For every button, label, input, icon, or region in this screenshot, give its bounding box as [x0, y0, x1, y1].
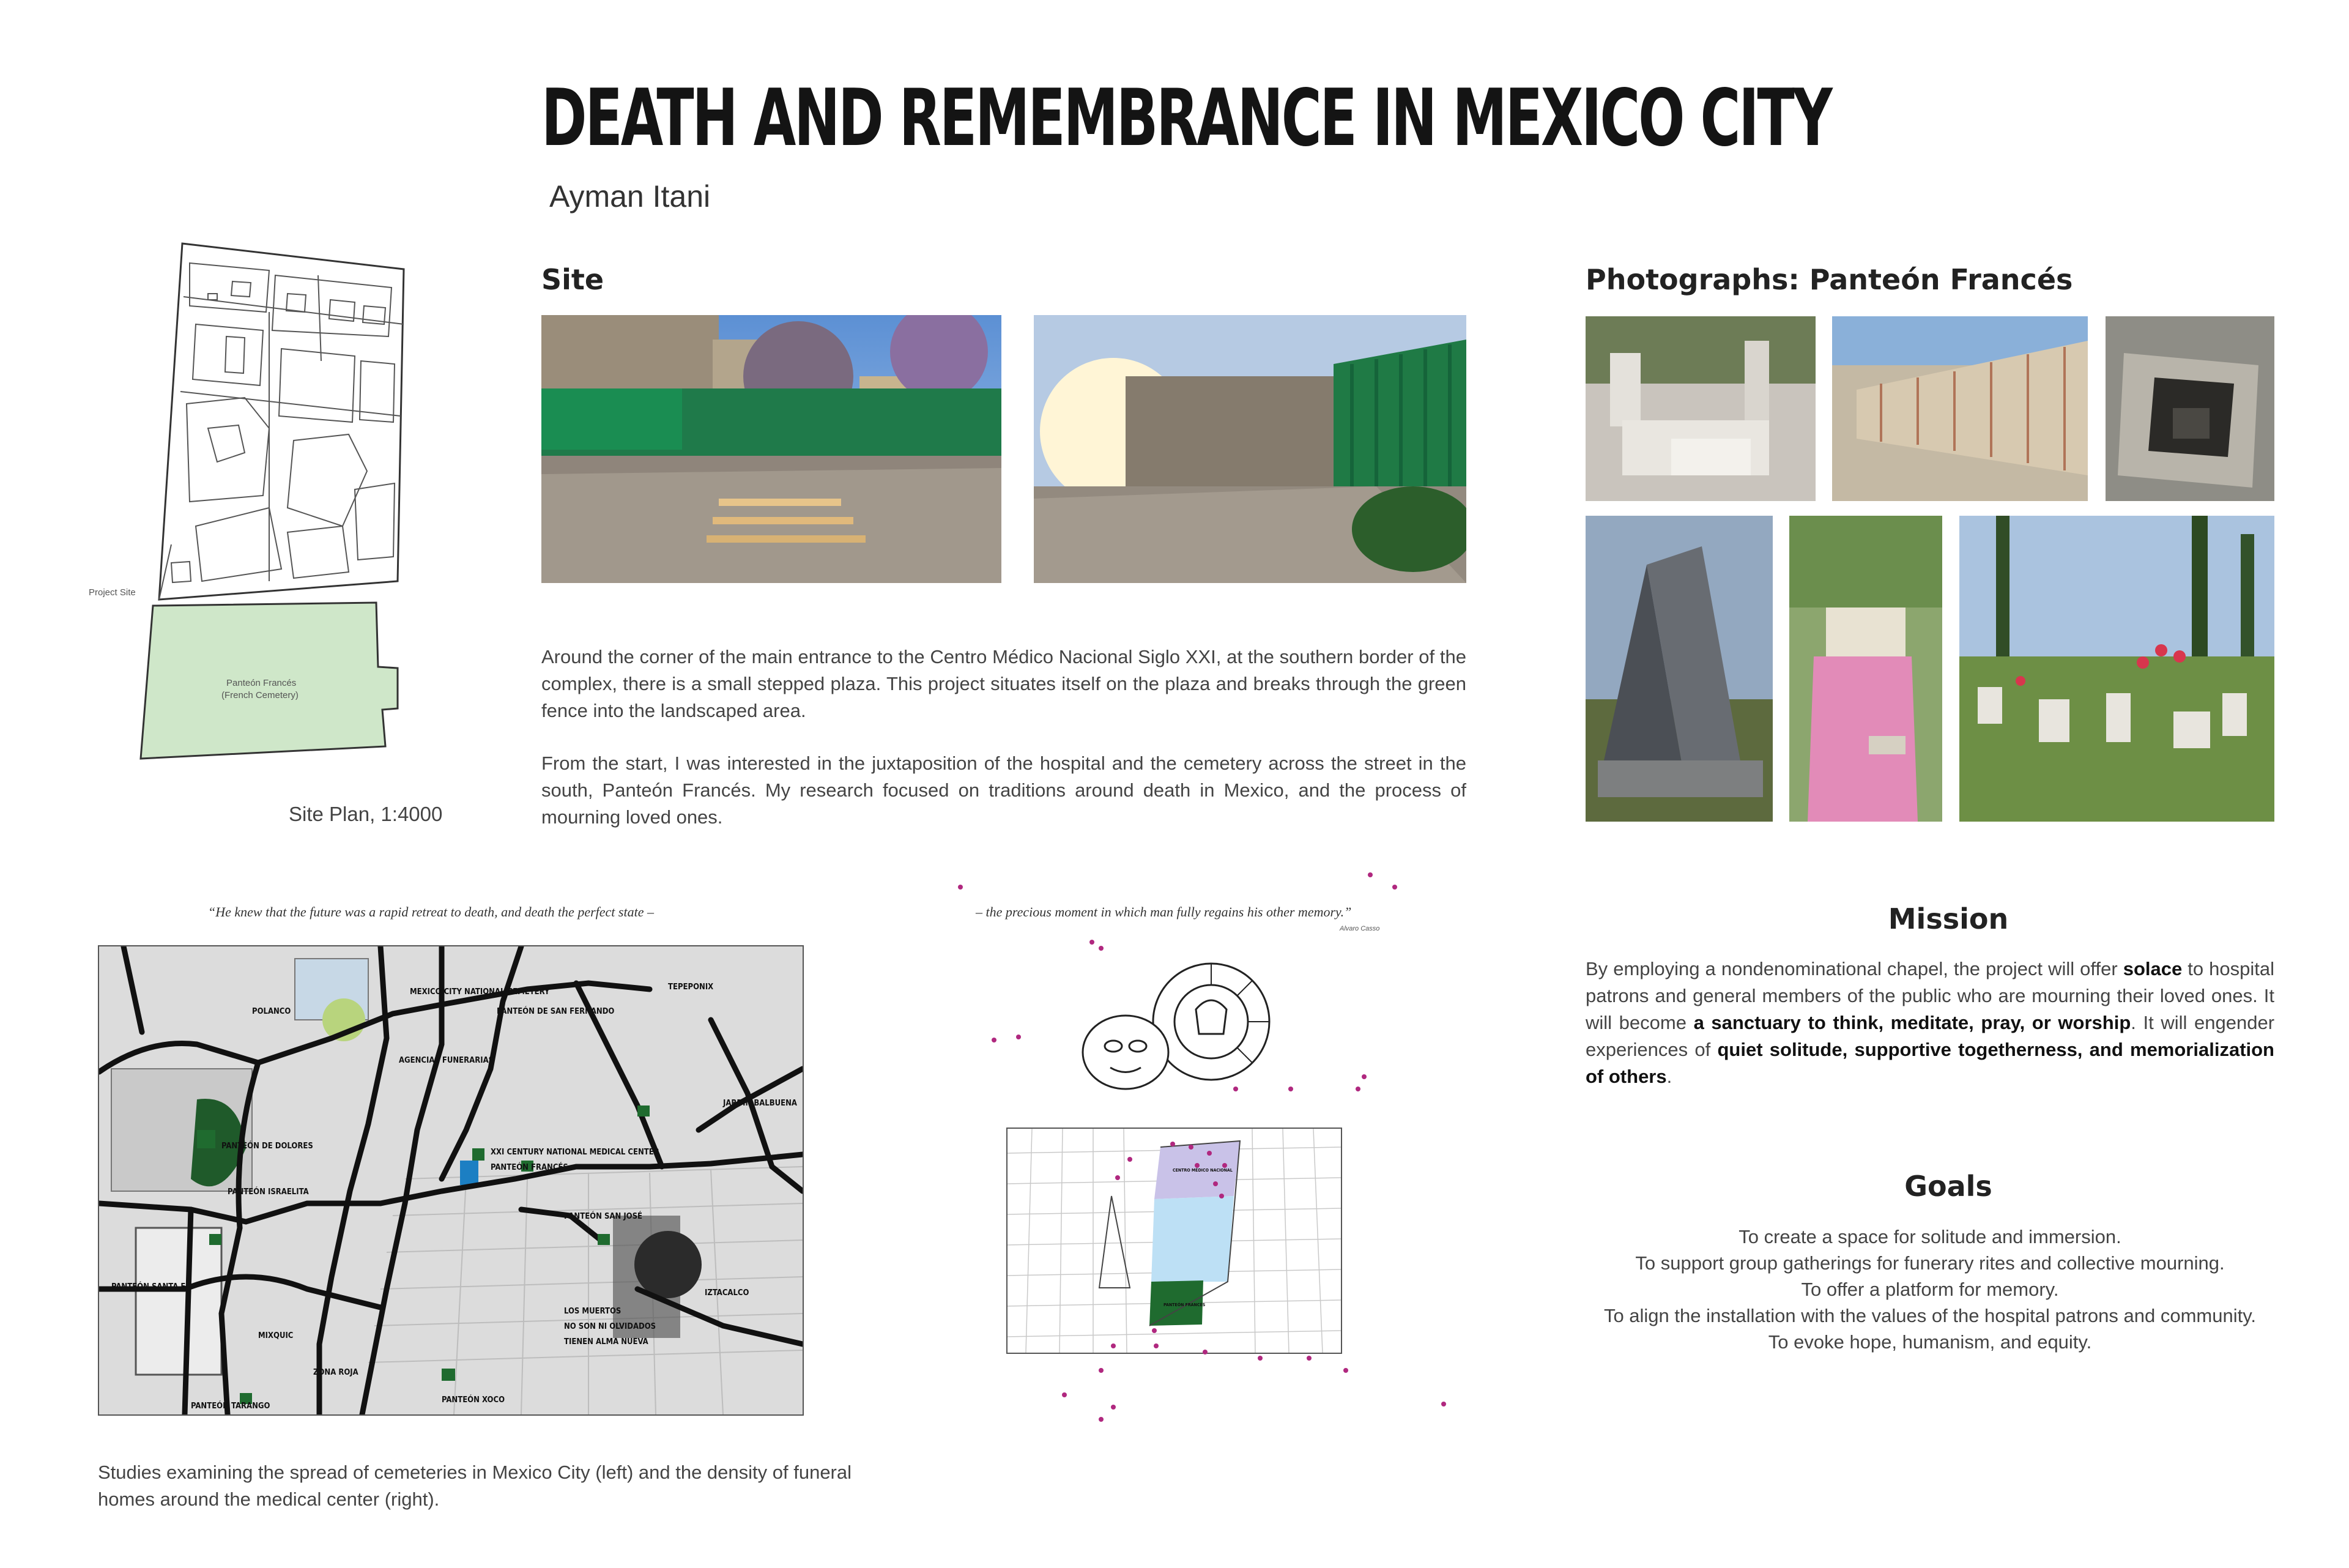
- photographs-heading: Photographs: Panteón Francés: [1586, 263, 2073, 296]
- map-label: XXI CENTURY NATIONAL MEDICAL CENTER: [491, 1148, 659, 1157]
- site-photo-1: [541, 315, 1001, 583]
- author-name: Ayman Itani: [549, 179, 711, 214]
- goals-list: [1586, 1224, 2274, 1355]
- site-photo-2: [1034, 315, 1466, 583]
- cemetery-spread-map: [98, 945, 804, 1416]
- map-label: PANTEÓN SAN JOSÉ: [564, 1212, 643, 1221]
- mission-heading: Mission: [1888, 902, 2009, 935]
- map-label: TIENEN ALMA NUEVA: [564, 1337, 648, 1347]
- map-label: NO SON NI OLVIDADOS: [564, 1322, 656, 1331]
- map-label: PANTEÓN ISRAELITA: [228, 1187, 309, 1197]
- cemetery-photo-6: [1959, 516, 2274, 822]
- map-label: IZTACALCO: [705, 1288, 749, 1298]
- site-plan-caption: Site Plan, 1:4000: [289, 803, 443, 825]
- map-label: CENTRO MÉDICO NACIONAL: [1173, 1168, 1233, 1173]
- quote-right: – the precious moment in which man fully regains his other memory.”: [976, 904, 1352, 920]
- studies-caption: Studies examining the spread of cemeteries in Mexico City (left) and the density of funeral homes around the medical center (right).: [98, 1462, 852, 1510]
- site-paragraph-1: Around the corner of the main entrance to the Centro Médico Nacional Siglo XXI, at the southern border of the complex, there is a small stepped plaza. This project situates itself on the plaza and breaks through the green fence into the landscaped area.: [541, 646, 1466, 721]
- goal-item: To evoke hope, humanism, and equity.: [1768, 1331, 2092, 1353]
- quote-attribution: Alvaro Casso: [1340, 925, 1380, 932]
- map-label: PANTEÓN XOCO: [442, 1395, 505, 1405]
- project-site-label: Project Site: [89, 587, 136, 598]
- map-label: MIXQUIC: [258, 1331, 294, 1340]
- site-heading: Site: [541, 263, 604, 296]
- map-label: LOS MUERTOS: [564, 1307, 622, 1316]
- site-plan: [86, 239, 465, 789]
- map-label: AGENCIAS FUNERARIAS: [399, 1056, 494, 1065]
- funeral-home-dots: [918, 869, 1468, 1456]
- cemetery-photo-2: [1832, 316, 2088, 501]
- cemetery-label-sub: (French Cemetery): [221, 690, 299, 700]
- cemetery-photo-5: [1789, 516, 1942, 822]
- goals-heading: Goals: [1904, 1170, 1992, 1203]
- page-title: DEATH AND REMEMBRANCE IN MEXICO CITY: [541, 73, 1831, 164]
- map-label: MEXICO CITY NATIONAL CEMETERY: [410, 987, 550, 997]
- map-label: PANTEÓN DE DOLORES: [221, 1142, 313, 1151]
- goal-item: To align the installation with the values of the hospital patrons and community.: [1603, 1305, 2257, 1326]
- map-label: ZONA ROJA: [313, 1368, 358, 1377]
- quote-left: “He knew that the future was a rapid retreat to death, and death the perfect state –: [208, 904, 654, 920]
- map-label: PANTEÓN FRANCÉS: [491, 1163, 568, 1172]
- goal-item: To support group gatherings for funerary rites and collective mourning.: [1635, 1252, 2225, 1274]
- cemetery-photo-3: [2106, 316, 2274, 501]
- map-label: PANTEÓN TARANGO: [191, 1402, 270, 1411]
- site-paragraph-2: From the start, I was interested in the juxtaposition of the hospital and the cemetery across the street in the south, Panteón Francés. My research focused on traditions around death in Mexico, and the process of mourning loved ones.: [541, 752, 1466, 828]
- map-label: PANTEÓN FRANCÉS: [1163, 1302, 1206, 1307]
- cemetery-label: Panteón Francés: [226, 678, 297, 688]
- map-label: POLANCO: [252, 1007, 291, 1016]
- map-label: JARDÍN BALBUENA: [723, 1099, 797, 1108]
- goal-item: To offer a platform for memory.: [1801, 1279, 2059, 1300]
- map-label: TEPEPONIX: [668, 983, 714, 992]
- map-label: PANTEÓN SANTA FE: [111, 1282, 191, 1291]
- goal-item: To create a space for solitude and immersion.: [1739, 1226, 2121, 1247]
- map-label: PANTEÓN DE SAN FERNANDO: [497, 1007, 615, 1016]
- cemetery-photo-4: [1586, 516, 1773, 822]
- cemetery-photo-1: [1586, 316, 1816, 501]
- mission-text: By employing a nondenominational chapel, the project will offer solace to hospital patrons and general members of the public who are mourning their loved ones. It will become a sanctuary to think, meditate, pray, or worship. It will engender experiences of quiet solitude, supportive togetherness, and memorialization of others.: [1586, 958, 2275, 1087]
- site-plan-drawing: [86, 239, 465, 789]
